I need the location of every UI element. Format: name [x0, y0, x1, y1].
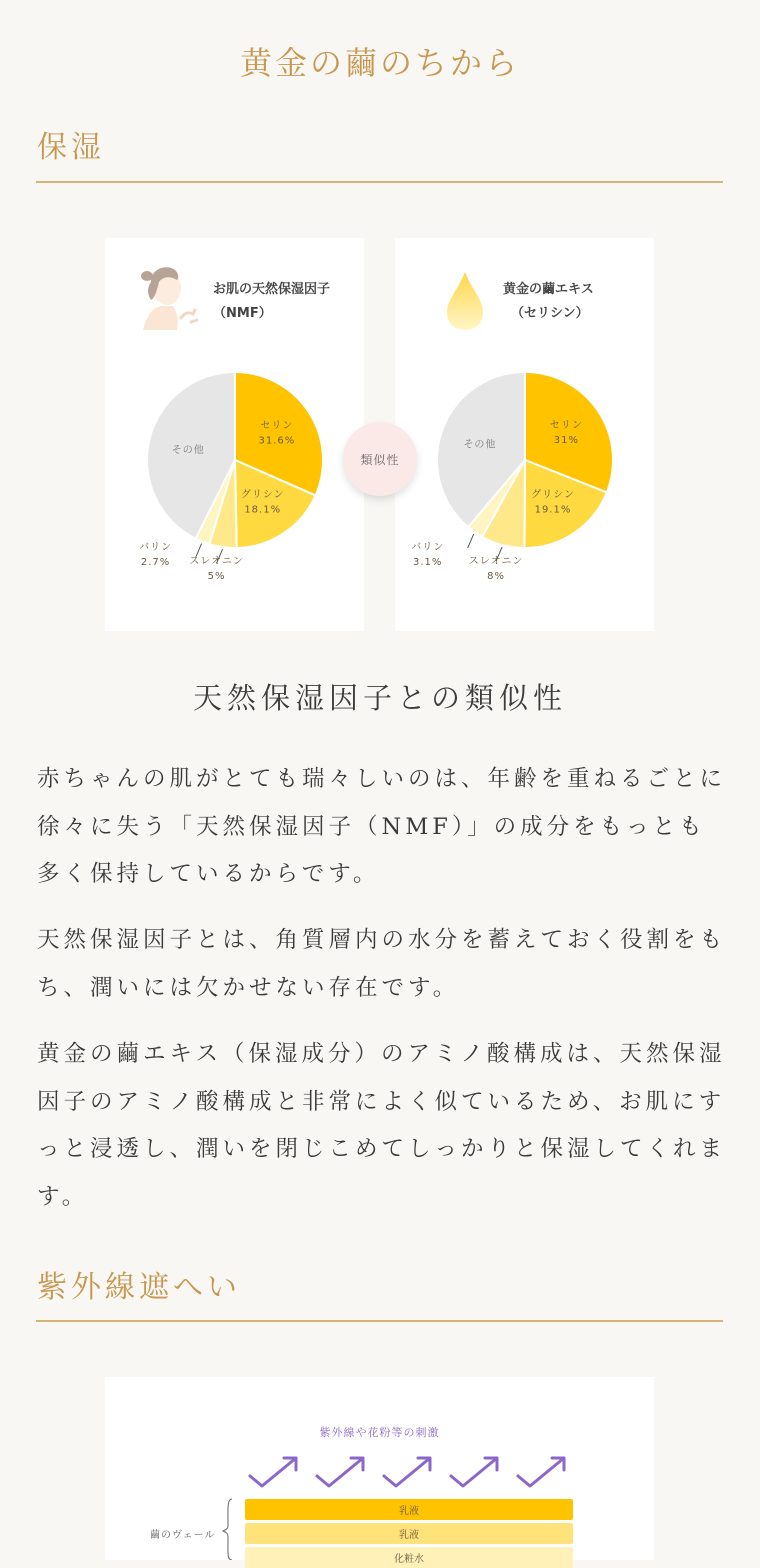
chart-subtitle: （セリシン） [511, 306, 589, 321]
pie-label-value: 8% [487, 571, 506, 582]
pie-label-value: 31.6% [258, 435, 296, 447]
leader-line [468, 534, 474, 548]
uv-layer: 乳液 [245, 1499, 573, 1520]
uv-layer: 乳液 [245, 1523, 573, 1544]
chart-card-nmf [105, 238, 364, 631]
pie-chart-nmf [105, 238, 364, 631]
section-divider [36, 1320, 723, 1322]
pie-label-name: グリシン [531, 489, 575, 501]
chart-title: お肌の天然保湿因子 [213, 282, 331, 297]
pie-label-name: その他 [463, 439, 497, 451]
pie-label-name: セリン [549, 419, 583, 431]
paragraph: 赤ちゃんの肌がとても瑞々しいのは、年齢を重ねるごとに徐々に失う「天然保湿因子（NMF）」の成分をもっとも多く保持しているからです。 [37, 766, 727, 887]
pie-label-value: 5% [207, 571, 226, 582]
chart-title: 黄金の繭エキス [503, 282, 594, 297]
page-title: 黄金の繭のちから [239, 44, 520, 82]
arrow-up-right-icon [250, 1458, 296, 1486]
arrow-up-right-icon [317, 1458, 363, 1486]
pie-label-name: バリン [139, 542, 173, 553]
pie-label-value: 18.1% [244, 504, 282, 516]
pie-label-value: 2.7% [140, 557, 171, 568]
veil-brace [222, 1498, 234, 1560]
uv-layer: 化粧水 [245, 1547, 573, 1568]
uv-arrows [0, 1450, 760, 1490]
similarity-title: 天然保湿因子との類似性 [192, 681, 567, 715]
pie-label-name: その他 [171, 444, 205, 456]
arrow-up-right-icon [518, 1458, 564, 1486]
pie-label-name: スレオニン [468, 556, 524, 567]
pie-label-name: バリン [411, 542, 445, 553]
pie-label-value: 31% [553, 434, 579, 446]
chart-card-sericin [395, 238, 654, 631]
similarity-badge: 類似性 [343, 422, 417, 496]
section-heading-moisture: 保湿 [37, 130, 105, 165]
section-heading-uv: 紫外線遮へい [37, 1270, 241, 1305]
pie-label-value: 19.1% [534, 504, 572, 516]
chart-subtitle: （NMF） [213, 306, 272, 321]
paragraph: 黄金の繭エキス（保湿成分）のアミノ酸構成は、天然保湿因子のアミノ酸構成と非常によく似ているため、お肌にすっと浸透し、潤いを閉じこめてしっかりと保湿してくれます。 [37, 1041, 727, 1210]
pie-label-value: 3.1% [413, 557, 443, 568]
uv-caption: 紫外線や花粉等の刺激 [319, 1426, 440, 1439]
pie-label-name: グリシン [240, 489, 285, 501]
section-divider [36, 181, 723, 183]
pie-label-name: セリン [260, 420, 294, 432]
veil-label: 繭のヴェール [150, 1530, 216, 1541]
pie-label-name: スレオニン [189, 556, 244, 567]
pie-chart-sericin [395, 238, 654, 631]
paragraph: 天然保湿因子とは、角質層内の水分を蓄えておく役割をもち、潤いには欠かせない存在です。 [37, 927, 727, 1001]
arrow-up-right-icon [384, 1458, 430, 1486]
arrow-up-right-icon [451, 1458, 497, 1486]
